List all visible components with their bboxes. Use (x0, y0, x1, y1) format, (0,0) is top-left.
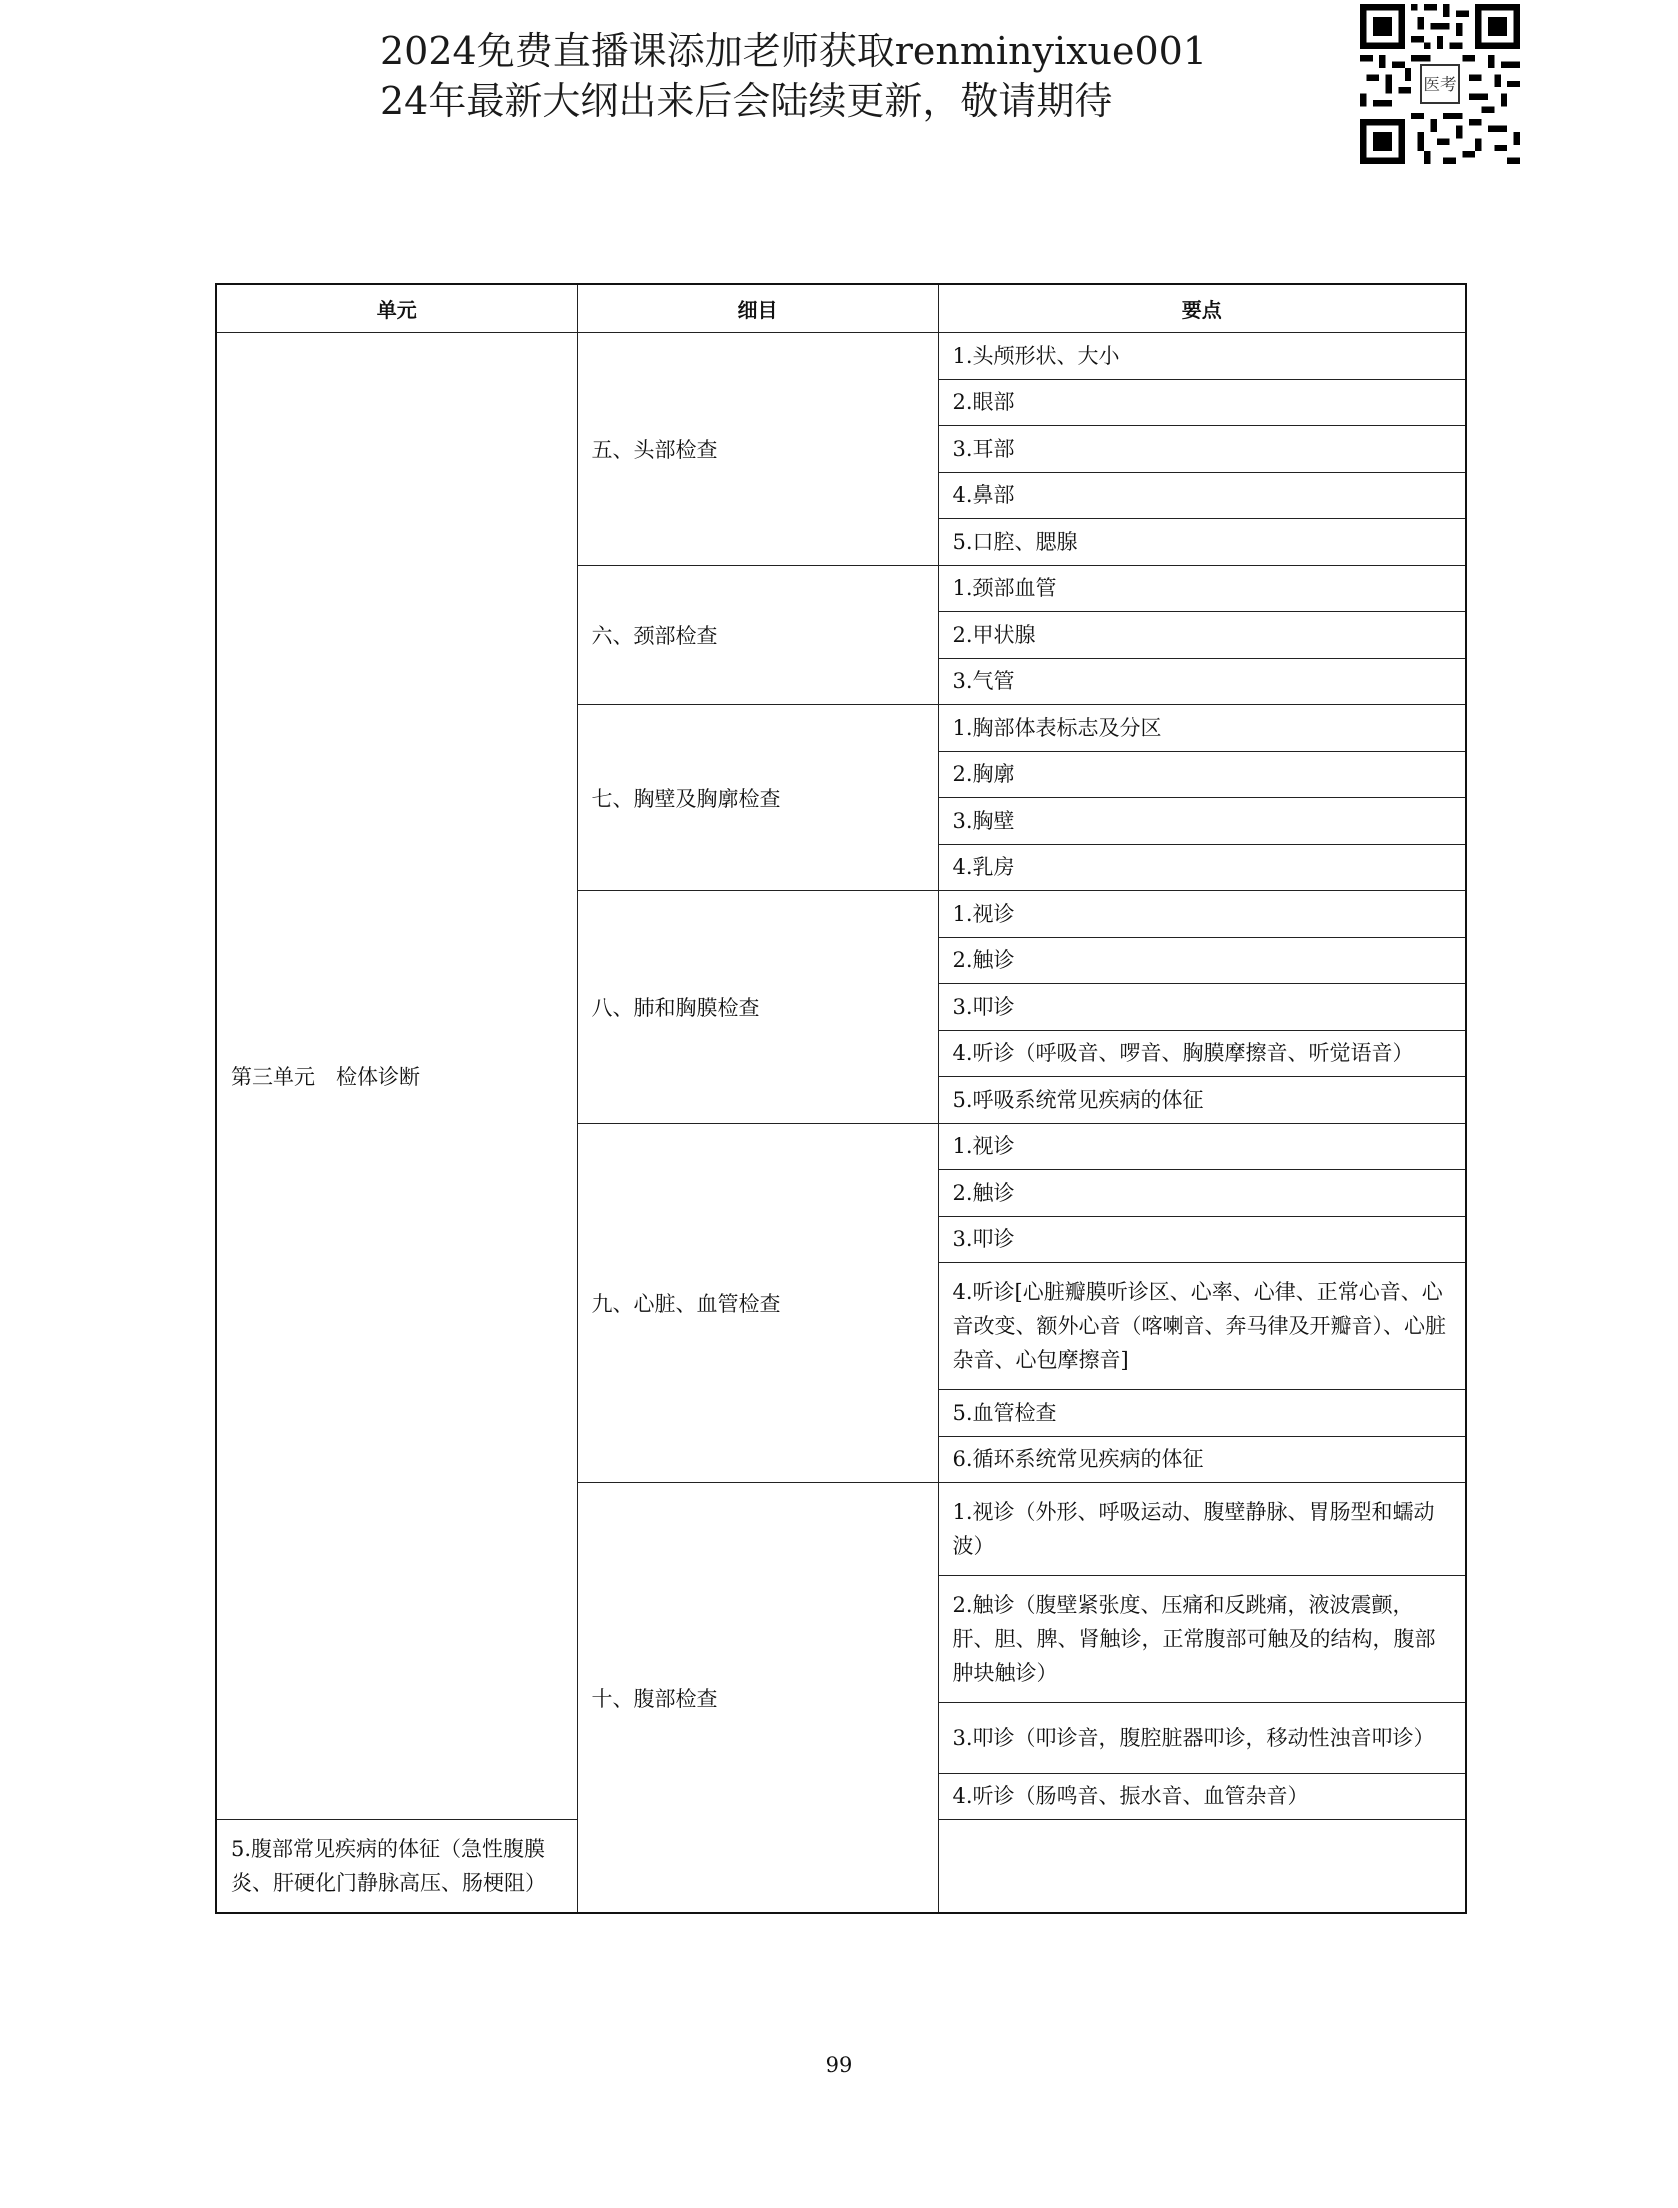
point-cell: 4.听诊[心脏瓣膜听诊区、心率、心律、正常心音、心音改变、额外心音（喀喇音、奔马律及开瓣音）、心脏杂音、心包摩擦音] (938, 1263, 1466, 1390)
point-cell: 4.听诊（呼吸音、啰音、胸膜摩擦音、听觉语音） (938, 1030, 1466, 1077)
point-cell: 3.胸壁 (938, 798, 1466, 845)
qr-code-icon (1360, 4, 1520, 164)
point-cell: 2.眼部 (938, 379, 1466, 426)
point-cell: 1.胸部体表标志及分区 (938, 705, 1466, 752)
point-cell: 2.甲状腺 (938, 612, 1466, 659)
point-cell: 3.气管 (938, 658, 1466, 705)
point-cell: 2.触诊 (938, 1170, 1466, 1217)
point-cell: 4.乳房 (938, 844, 1466, 891)
header-line-1: 2024免费直播课添加老师获取renminyixue001 (380, 29, 1208, 73)
point-cell: 1.视诊 (938, 1123, 1466, 1170)
point-cell: 2.触诊 (938, 937, 1466, 984)
point-cell: 2.胸廓 (938, 751, 1466, 798)
section-name: 六、颈部检查 (577, 565, 938, 705)
point-cell: 6.循环系统常见疾病的体征 (938, 1436, 1466, 1483)
point-cell: 5.口腔、腮腺 (938, 519, 1466, 566)
header-line-2: 24年最新大纲出来后会陆续更新，敬请期待 (380, 79, 1113, 123)
point-cell: 4.鼻部 (938, 472, 1466, 519)
point-cell: 5.血管检查 (938, 1390, 1466, 1437)
point-cell: 3.耳部 (938, 426, 1466, 473)
section-name: 七、胸壁及胸廓检查 (577, 705, 938, 891)
point-cell: 2.触诊（腹壁紧张度、压痛和反跳痛，液波震颤，肝、胆、脾、肾触诊，正常腹部可触及的结构，腹部肿块触诊） (938, 1576, 1466, 1703)
point-cell: 4.听诊（肠鸣音、振水音、血管杂音） (938, 1773, 1466, 1820)
syllabus-table (215, 283, 1467, 1914)
page-number: 99 (825, 2053, 853, 2077)
point-cell: 1.视诊（外形、呼吸运动、腹壁静脉、胃肠型和蠕动波） (938, 1483, 1466, 1576)
point-cell: 3.叩诊 (938, 984, 1466, 1031)
unit-cell: 第三单元 检体诊断 (216, 333, 577, 1820)
table-header-row (216, 284, 1466, 333)
point-cell: 1.视诊 (938, 891, 1466, 938)
point-cell: 5.腹部常见疾病的体征（急性腹膜炎、肝硬化门静脉高压、肠梗阻） (216, 1820, 577, 1914)
section-name: 九、心脏、血管检查 (577, 1123, 938, 1483)
section-name: 十、腹部检查 (577, 1483, 938, 1914)
page-header (380, 26, 1207, 126)
header-points: 要点 (938, 284, 1466, 333)
point-cell: 1.颈部血管 (938, 565, 1466, 612)
section-name: 五、头部检查 (577, 333, 938, 566)
point-cell: 5.呼吸系统常见疾病的体征 (938, 1077, 1466, 1124)
table-row (216, 333, 1466, 380)
point-cell: 3.叩诊 (938, 1216, 1466, 1263)
point-cell: 3.叩诊（叩诊音，腹腔脏器叩诊，移动性浊音叩诊） (938, 1703, 1466, 1774)
svg-text:医考: 医考 (1423, 74, 1457, 94)
header-unit: 单元 (216, 284, 577, 333)
point-cell: 1.头颅形状、大小 (938, 333, 1466, 380)
section-name: 八、肺和胸膜检查 (577, 891, 938, 1124)
header-detail: 细目 (577, 284, 938, 333)
